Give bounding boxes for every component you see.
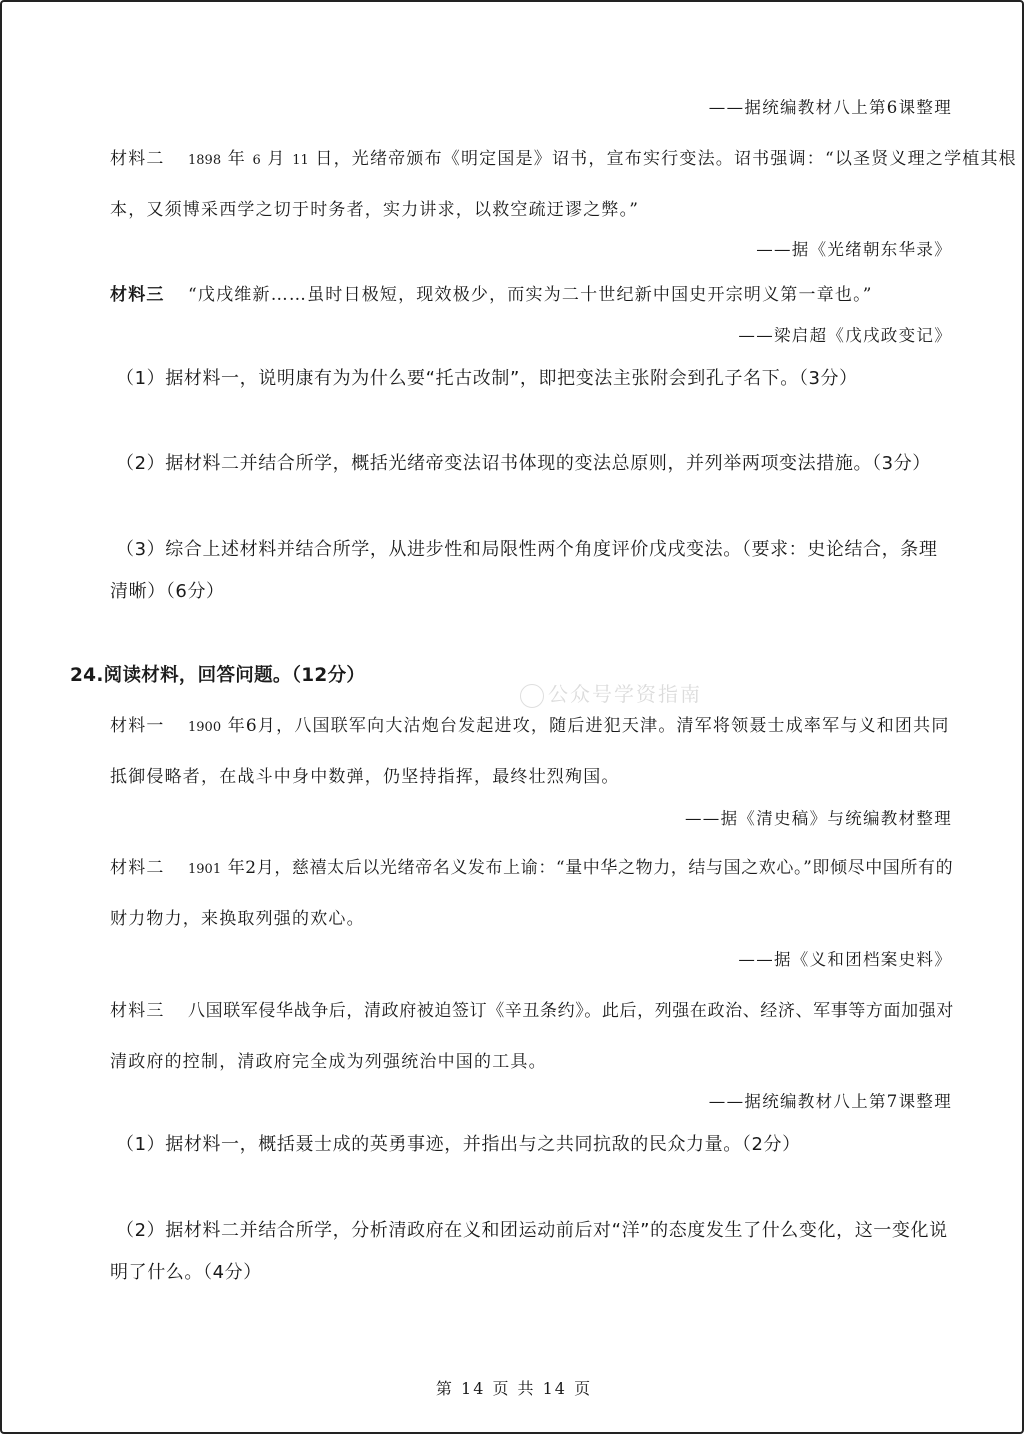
source-note: ——据统编教材八上第7课整理 (708, 1092, 952, 1111)
question-2: （2）据材料二并结合所学，概括光绪帝变法诏书体现的变法总原则，并列举两项变法措施。（3分） (116, 453, 931, 474)
question-2: （2）据材料二并结合所学，分析清政府在义和团运动前后对“洋”的态度发生了什么变化，这一变化说 (116, 1220, 948, 1241)
question-title: 24.阅读材料，回答问题。（12分） (70, 665, 366, 686)
material-text-line: 清政府的控制，清政府完全成为列强统治中国的工具。 (110, 1052, 547, 1072)
material-label: 材料三 (110, 285, 165, 305)
question-1: （1）据材料一，说明康有为为什么要“托古改制”，即把变法主张附会到孔子名下。（3分） (116, 368, 858, 389)
page-footer: 第 14 页 共 14 页 (435, 1379, 593, 1398)
watermark: 公众号学资指南 (520, 678, 702, 708)
watermark-icon (520, 684, 544, 708)
source-note: ——据《光绪朝东华录》 (756, 240, 952, 259)
source-note: ——据《清史稿》与统编教材整理 (685, 809, 952, 828)
material-text-line: 财力物力，来换取列强的欢心。 (110, 909, 365, 929)
material-paragraph: 材料二 1901 年2月，慈禧太后以光绪帝名义发布上谕：“量中华之物力，结与国之欢心。”即倾尽中国所有的 (110, 853, 953, 878)
material-label: 材料一 (110, 716, 165, 736)
question-1: （1）据材料一，概括聂士成的英勇事迹，并指出与之共同抗敌的民众力量。（2分） (116, 1134, 801, 1155)
material-paragraph: 材料二 1898 年 6 月 11 日，光绪帝颁布《明定国是》诏书，宣布实行变法。诏书强调：“以圣贤义理之学植其根 (110, 144, 1017, 169)
material-text-line: 抵御侵略者，在战斗中身中数弹，仍坚持指挥，最终壮烈殉国。 (110, 767, 620, 787)
material-label: 材料二 (110, 149, 165, 169)
material-label: 材料二 (110, 858, 165, 878)
question-3: （3）综合上述材料并结合所学，从进步性和局限性两个角度评价戊戌变法。（要求：史论结合，条理 (116, 539, 938, 560)
question-3-continued: 清晰）（6分） (110, 581, 225, 602)
material-label: 材料三 (110, 1001, 165, 1021)
material-text-line: 本，又须博采西学之切于时务者，实力讲求，以救空疏迂谬之弊。” (110, 200, 640, 220)
material-paragraph: 材料三 八国联军侵华战争后，清政府被迫签订《辛丑条约》。此后，列强在政治、经济、军事等方面加强对 (110, 996, 954, 1021)
source-note: ——梁启超《戊戌政变记》 (738, 326, 952, 345)
material-paragraph: 材料三 “戊戌维新……虽时日极短，现效极少，而实为二十世纪新中国史开宗明义第一章也。” (110, 280, 873, 305)
question-2-continued: 明了什么。（4分） (110, 1262, 262, 1283)
source-note: ——据《义和团档案史料》 (738, 950, 952, 969)
source-note: ——据统编教材八上第6课整理 (708, 98, 952, 117)
material-paragraph: 材料一 1900 年6月，八国联军向大沽炮台发起进攻，随后进犯天津。清军将领聂士成率军与义和团共同 (110, 711, 950, 736)
